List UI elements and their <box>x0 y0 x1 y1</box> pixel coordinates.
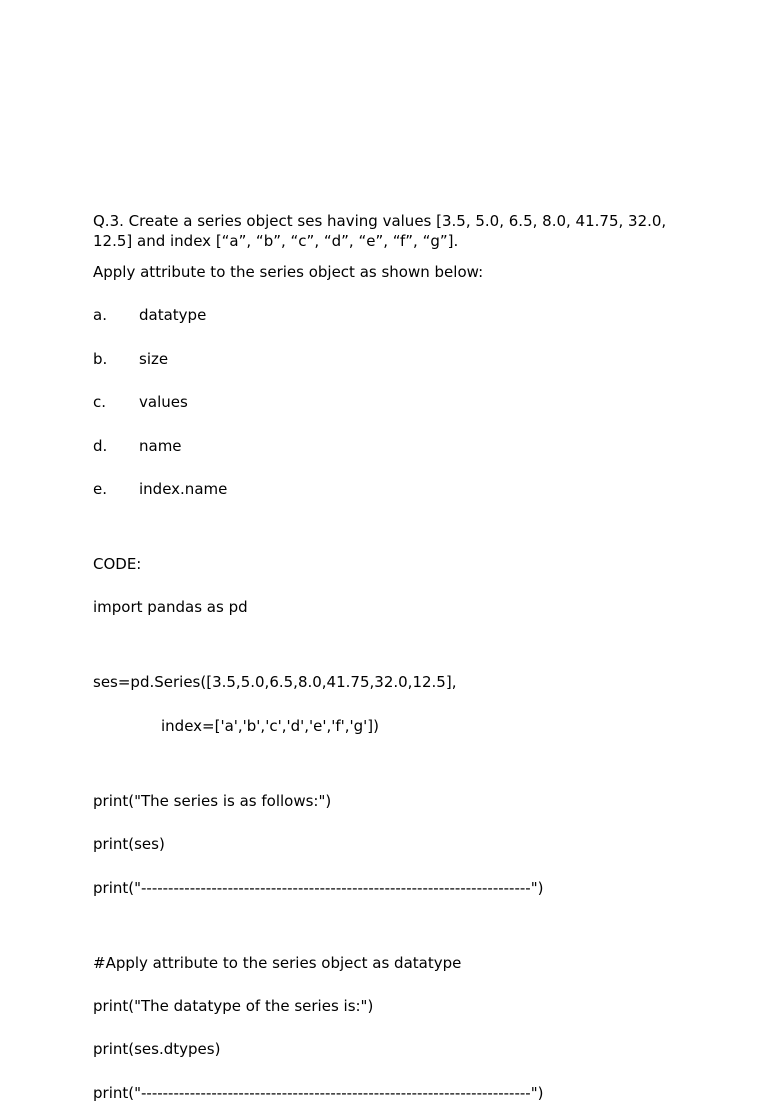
list-text: values <box>139 393 188 412</box>
blank-line <box>93 909 693 941</box>
list-text: index.name <box>139 479 228 498</box>
code-line-print-dtypes: print(ses.dtypes) <box>93 1040 221 1059</box>
code-line-print-ses: print(ses) <box>93 835 165 854</box>
list-marker: d. <box>93 436 108 455</box>
list-marker: b. <box>93 349 108 368</box>
list-item <box>93 337 693 380</box>
code-line-comment: #Apply attribute to the series object as datatype <box>93 953 462 972</box>
list-text: name <box>139 436 182 455</box>
document-body <box>93 211 693 1114</box>
code-heading: CODE: <box>93 554 142 573</box>
code-line-series: ses=pd.Series([3.5,5.0,6.5,8.0,41.75,32.0,12.5], <box>93 673 457 692</box>
list-marker: a. <box>93 306 107 325</box>
code-line-print-follows: print("The series is as follows:") <box>93 791 332 810</box>
list-item <box>93 380 693 423</box>
code-line-separator: print("------------------------------------------------------------------------") <box>93 878 544 897</box>
question-text: Q.3. Create a series object ses having values [3.5, 5.0, 6.5, 8.0, 41.75, 32.0, 12.5] and index [“a”, “b”, “c”, “d”, “e”, “f”, “g”]. <box>93 212 671 250</box>
list-item <box>93 294 693 337</box>
list-marker: e. <box>93 479 107 498</box>
code-line-import: import pandas as pd <box>93 598 248 617</box>
code-line-print-datatype: print("The datatype of the series is:") <box>93 997 374 1015</box>
list-text: datatype <box>139 306 207 325</box>
blank-line <box>93 511 693 543</box>
list-item <box>93 424 693 467</box>
code-line-index: index=['a','b','c','d','e','f','g']) <box>161 716 380 735</box>
blank-line <box>93 629 693 661</box>
code-line-separator: print("------------------------------------------------------------------------") <box>93 1083 544 1102</box>
list-text: size <box>139 349 169 368</box>
list-marker: c. <box>93 393 107 412</box>
list-item <box>93 467 693 510</box>
instruction-text: Apply attribute to the series object as shown below: <box>93 263 484 281</box>
blank-line <box>93 747 693 779</box>
